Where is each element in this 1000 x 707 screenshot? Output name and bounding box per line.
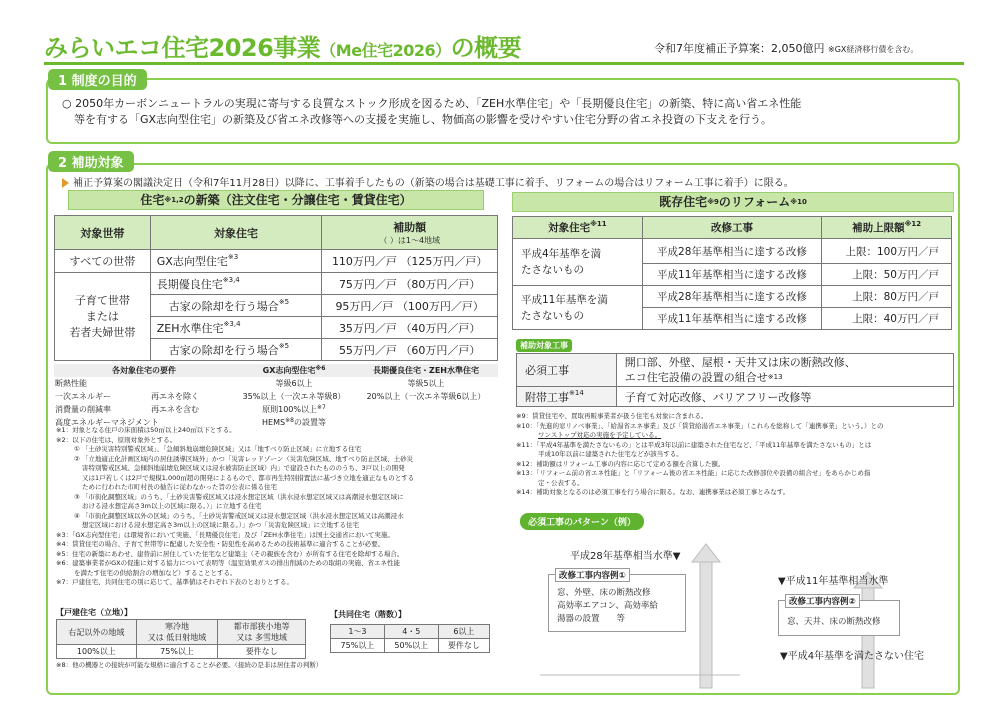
reform-work: 平成28年基準相当に達する改修 [642,239,822,264]
note: 又は1戸若しくは2戸で規模1,000㎡超の開発によるもので、都市再生特別措置法に基づき立地を適正なものとする [82,473,415,482]
example-2 [778,597,900,636]
house-sup: ※5 [278,341,290,350]
reform-limit: 上限：80万円／戸 [822,286,952,308]
note: ※12：補助額はリフォーム工事の内容に応じて定める額を合算した額。 [516,459,725,468]
optional-label [517,387,617,407]
req-zeh: 等級5以上 [407,379,445,388]
new-build-table [54,215,498,361]
note-8: ※8：他の機器との接続が可能な規格に適合することが必要。（接続の是非は居住者の判断） [56,661,323,669]
new-build-heading [68,190,484,210]
reform-heading [512,192,954,212]
req-gx-text: 原則100%以上 [262,405,317,414]
amount-cell [322,317,498,339]
reform-heading-text: 既存住宅 [659,195,708,209]
amount: 95万円／戸 [335,299,394,313]
house-cell [150,250,322,273]
reform-heading-sup: ※9 [707,198,719,206]
note: ※14：補助対象となるのは必須工事を行う場合に限る。なお、連携事業は必須工事とみなす。 [516,488,790,496]
reform-work: 平成11年基準相当に達する改修 [642,308,822,330]
arrow-icon [62,178,69,188]
multi-col: 6以上 [438,625,489,639]
reform-col-work: 改修工事 [642,217,822,239]
house-label: 古家の除却を行う場合 [168,343,279,357]
req-gx: 35%以上（一次エネ等級8） [242,392,346,401]
reform-limit: 上限：50万円／戸 [822,264,952,286]
req-label: 高度エネルギーマネジメント [55,418,159,427]
purpose-line-2: 等を有する「GX志向型住宅」の新築及び省エネ改修等への支援を実施し、物価高の影響を受けやすい住宅分野の省エネ投資の下支えを行う。 [74,113,773,126]
arrow-column-1 [700,560,712,688]
req-gx-sup: ※7 [317,404,326,411]
amount-alt: （125万円／戸） [400,255,488,268]
house-label: GX志向型住宅 [156,255,228,268]
note: ※6：建築事業者がGXの促進に対する協力について表明等（温室効果ガスの排出削減のための取組の実施、省エネ性能 [56,559,400,567]
new-build-heading-rest: の新築（注文住宅・分譲住宅・賃貸住宅） [183,193,412,207]
optional-label-text: 附帯工事 [525,390,569,404]
note: ※4：賃貸住宅の場合、子育て世帯等に配慮した安全性・防犯性を高めるための技術基準に適合することが必要。 [56,540,385,548]
example-1-line: 湯器の設置 等 [557,614,626,624]
detached-col-3-a: 都市部狭小地等 [233,622,290,631]
note: 害特別警戒区域、急傾斜地崩壊危険区域又は浸水被害防止区域）内」で建設されたもののうち、3戸以上の開発 [82,464,405,472]
note: ※2：以下の住宅は、原則対象外とする。 [56,435,177,444]
house-sup: ※3 [227,253,239,261]
reform-target-2b: たさないもの [521,309,584,322]
detached-table [56,619,306,659]
amount-cell [322,273,498,295]
req-gx: 等級6以上 [275,379,313,388]
household-young [55,273,151,361]
req-col-3: 長期優良住宅・ZEH水準住宅 [373,366,479,375]
note: ※3：「GX志向型住宅」は環境省において実施、「長期優良住宅」及び「ZEH水準住宅」は国土交通省において実施。 [56,530,395,539]
title-suffix: の概要 [450,34,522,62]
required-desc-1: 開口部、外壁、屋根・天井又は床の断熱改修、 [624,356,856,369]
reform-table [512,216,952,330]
note: 想定区域における浸水想定高さ3m以上の区域に限る。）」かつ「災害危険区域」に立地する住宅 [82,521,359,529]
purpose-heading: 1 制度の目的 [48,69,147,90]
target-intro-text: 補正予算案の閣議決定日（令和7年11月28日）以降に、工事着手したもの（新築の場合は基礎工事に着手、リフォームの場合はリフォーム工事に着手）に限る。 [73,178,794,189]
amount-cell [322,250,498,273]
budget-line [654,40,918,56]
multi-value: 75%以上 [331,639,385,653]
detached-col-1: 右記以外の地域 [57,620,137,645]
table-row [55,250,498,273]
household-line-3: 若者夫婦世帯 [69,325,136,339]
note: ① 「土砂災害特別警戒区域」、「急傾斜地崩壊危険区域」又は「地すべり防止区域」に立地する住宅 [74,445,362,453]
works-tag: 補助対象工事 [516,339,572,352]
note: ワンストップ対応の実施を予定している。 [538,431,662,439]
req-col-2-label: GX志向型住宅 [262,366,316,375]
household-all: すべての世帯 [55,250,151,273]
reform-target-1a: 平成4年基準を満 [521,248,602,260]
title-sub: （Me住宅2026） [320,41,451,60]
level-4: ▼平成4年基準を満たさない住宅 [780,651,925,662]
multi-table [330,624,490,653]
note: ④ 「市街化調整区域以外の区域」のうち、「土砂災害警戒区域又は浸水想定区域（洪水浸水想定区域又は高潮浸水 [74,511,404,520]
purpose-text [62,96,952,128]
req-label: 一次エネルギー [55,392,111,401]
notes-left [56,426,500,588]
req-col-1: 各対象住宅の要件 [112,366,176,375]
level-11: ▼平成11年基準相当水準 [778,576,889,587]
target-heading: 2 補助対象 [48,151,134,172]
reform-target-2 [513,286,643,330]
example-1-body [557,587,658,626]
detached-value: 要件なし [218,645,306,659]
reform-heading-sup2: ※10 [790,198,807,206]
reform-limit: 上限：40万円／戸 [822,308,952,330]
req-zeh [354,403,498,416]
note: ② 「立地適正化計画区域内の居住誘導区域外」かつ「災害レッドゾーン（災害危険区域、地すべり防止区域、土砂災 [74,454,414,463]
table-row [54,403,498,416]
detached-col-2 [136,620,218,645]
note: ※7：戸建住宅、共同住宅の別に応じて、基準値はそれぞれ下表のとおりとする。 [56,578,293,586]
amount: 35万円／戸 [338,321,397,335]
reform-target-1b: たさないもの [521,264,584,276]
reform-target-2a: 平成11年基準を満 [521,293,608,306]
example-2-title: 改修工事内容例② [785,594,860,608]
house-cell [150,317,322,339]
col-amount-sub: （ ）は1～4地域 [379,236,441,245]
reform-col-house-sup: ※11 [590,220,607,228]
detached-heading: 【戸建住宅（立地）】 [56,608,132,617]
multi-col: 1～3 [331,625,385,639]
note: おける浸水想定高さ3m以上の区域に限る。）」に立地する住宅 [82,502,262,510]
required-desc-2: エコ住宅設備の設置の組合せ [624,371,768,384]
detached-col-2-a: 寒冷地 [165,622,190,631]
detached-col-3 [218,620,306,645]
note: ※10：「先進的窓リノベ事業」、「給湯省エネ事業」及び「賃貸給湯省エネ事業」（これらを総称して「連携事業」という。）との [516,421,884,430]
req-gx [234,403,354,416]
note: 平成10年以前に建築された住宅などが該当する。 [538,450,683,458]
optional-sup: ※14 [569,388,584,397]
amount: 75万円／戸 [338,277,397,291]
req-gx-text: HEMS [262,418,286,427]
notes-right [516,412,956,498]
col-household: 対象世帯 [55,216,151,250]
example-2-line: 窓、天井、床の断熱改修 [787,617,881,627]
new-build-heading-sup: ※1,2 [164,196,184,204]
detached-value: 100%以上 [57,645,137,659]
req-gx-rest: の設置等 [293,418,326,427]
amount-alt: （80万円／戸） [400,277,481,291]
new-build-heading-text: 住宅 [140,193,165,207]
example-1-line: 高効率エアコン、高効率給 [557,601,658,611]
detached-col-2-b: 又は 低日射地域 [147,633,207,642]
level-28: 平成28年基準相当水準▼ [570,551,681,562]
example-1-line: 窓、外壁、床の断熱改修 [557,588,651,598]
amount-cell [322,295,498,317]
note: ※1：対象となる住戸の床面積は50㎡以上240㎡以下とする。 [56,426,236,434]
amount-alt: （60万円／戸） [400,343,481,357]
col-amount [322,216,498,250]
amount-cell [322,339,498,361]
req-sub: 再エネを除く [151,392,199,401]
example-1 [548,571,686,632]
multi-value: 要件なし [438,639,489,653]
required-desc [616,354,953,387]
pattern-tag: 必須工事のパターン（例） [520,513,644,530]
table-row [54,390,498,403]
amount: 55万円／戸 [338,343,397,357]
reform-work: 平成11年基準相当に達する改修 [642,264,822,286]
req-sub [150,377,234,390]
required-sup: ※13 [767,373,783,381]
house-sup: ※5 [278,297,290,306]
note: ために行われた市町村長の勧告に従わなかった旨の公表に係る住宅 [82,483,277,491]
note: ※5：住宅の新築にあわせ、建替前に居住していた住宅など建築主（その親族を含む）が所有する住宅を除却する場合。 [56,549,404,558]
reform-col-house [513,217,643,239]
table-row [513,286,952,308]
page-title [44,28,521,63]
amount: 110万円／戸 [331,255,397,268]
col-amount-label: 補助額 [393,221,427,234]
budget-note: ※GX経済移行債を含む。 [828,45,919,54]
arrow-head-1 [692,544,720,562]
reform-work: 平成28年基準相当に達する改修 [642,286,822,308]
example-1-title: 改修工事内容例① [555,568,630,582]
note: ※9：賃貸住宅や、買取再販事業者が扱う住宅も対象に含まれる。 [516,412,708,420]
reform-target-1 [513,239,643,286]
works-table [516,353,954,407]
requirements-table [54,364,498,429]
detached-col-3-b: 又は 多雪地域 [236,633,287,642]
house-sup: ※3,4 [223,319,241,328]
multi-value: 50%以上 [384,639,438,653]
house-label: 古家の除却を行う場合 [168,299,279,313]
purpose-line-1: 2050年カーボンニュートラルの実現に寄与する良質なストック形成を図るため、「ZEH水準住宅」や「長期優良住宅」の新築、特に高い省エネ性能 [75,97,802,110]
title-main: みらいエコ住宅2026事業 [44,34,321,62]
multi-col: 4・5 [384,625,438,639]
req-gx-sup: ※8 [285,417,294,424]
table-row [55,273,498,295]
table-row [513,239,952,264]
household-line-2: または [85,309,119,323]
reform-col-limit-label: 補助上限額 [852,222,905,234]
house-cell [150,295,322,317]
reform-col-limit [822,217,952,239]
table-row [54,377,498,390]
reform-limit: 上限：100万円／戸 [822,239,952,264]
optional-desc: 子育て対応改修、バリアフリー改修等 [616,387,953,407]
reform-col-limit-sup: ※12 [904,220,922,228]
purpose-bullet: ○ [62,97,72,110]
note: ※11：「平成4年基準を満たさないもの」とは平成3年以前に建築された住宅など、「平成11年基準を満たさないもの」とは [516,440,872,449]
target-intro [62,174,794,189]
req-col-2 [234,364,354,377]
detached-value: 75%以上 [136,645,218,659]
house-label: 長期優良住宅 [156,277,223,291]
house-label: ZEH水準住宅 [156,321,224,335]
house-cell [150,273,322,295]
note: 定・公表する。 [538,478,584,487]
req-col-2-sup: ※6 [315,365,326,372]
req-sub: 再エネを含む [151,405,199,414]
note: ③ 「市街化調整区域」のうち、「土砂災害警戒区域又は浸水想定区域（洪水浸水想定区域又は高潮浸水想定区域に [74,492,404,501]
reform-heading-rest: のリフォーム [718,195,791,209]
req-label: 消費量の削減率 [55,405,111,414]
multi-heading: 【共同住宅（階数）】 [330,610,406,619]
col-house: 対象住宅 [150,216,322,250]
req-zeh: 20%以上（一次エネ等級6以上） [366,392,486,401]
amount-alt: （40万円／戸） [400,321,481,335]
req-label: 断熱性能 [55,379,87,388]
amount-alt: （100万円／戸） [396,299,484,313]
house-cell [150,339,322,361]
reform-col-house-label: 対象住宅 [548,222,591,234]
title-underline [44,62,964,65]
household-line-1: 子育て世帯 [74,293,130,307]
note: を満たす住宅の供給割合の増加など）することとする。 [74,568,237,577]
house-sup: ※3,4 [222,275,240,284]
note: ※13：「リフォーム前の省エネ性能」と「リフォーム後の省エネ性能」に応じた改修部位や設備の組合せ」をあらかじめ指 [516,469,871,477]
budget-amount: 令和7年度補正予算案：2,050億円 [654,42,825,55]
required-label: 必須工事 [517,354,617,387]
